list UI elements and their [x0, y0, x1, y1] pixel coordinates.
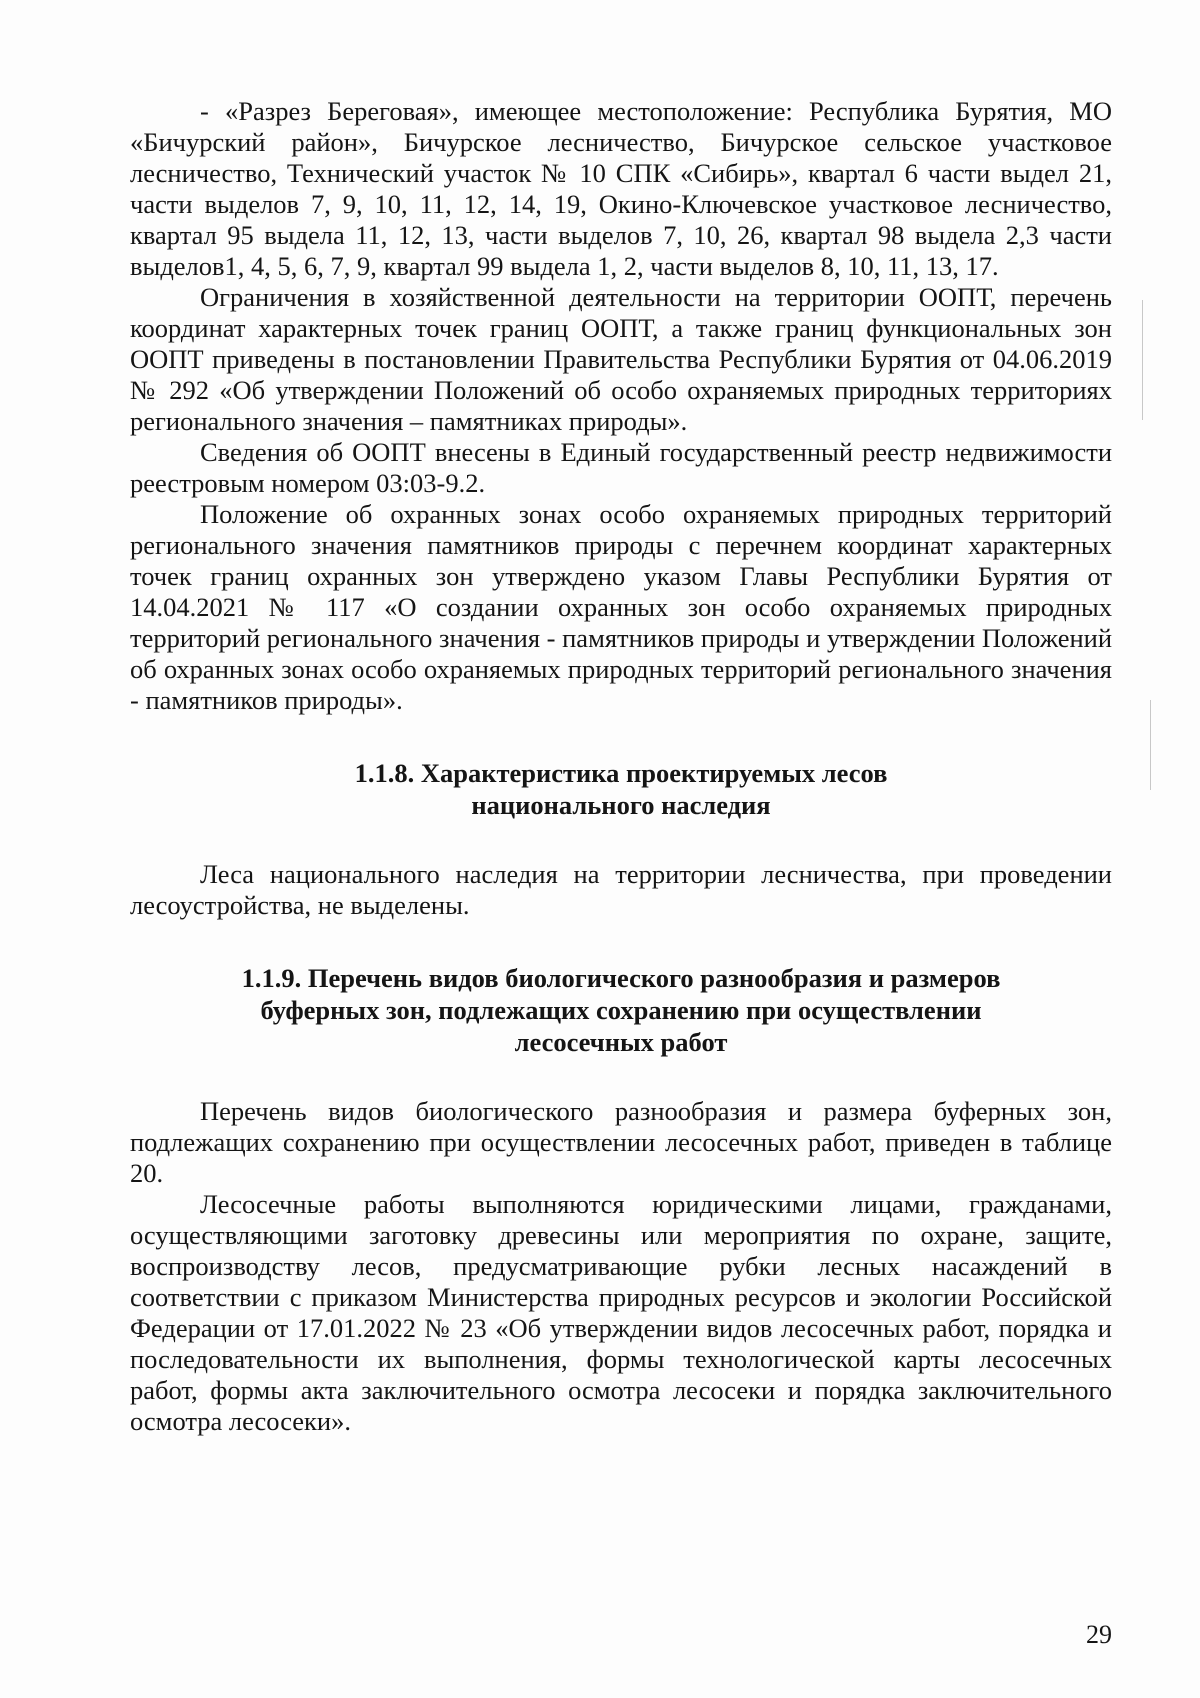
- spacer: [130, 921, 1112, 962]
- paragraph-biodiversity-list: Перечень видов биологического разнообразия и размера буферных зон, подлежащих сохранению при осуществлении лесосечных работ, приведен в таблице 20.: [130, 1096, 1112, 1188]
- page-content: [130, 96, 1112, 1437]
- section-heading-1-1-9: [130, 962, 1112, 1058]
- scan-artifact-line: [1150, 700, 1151, 790]
- spacer: [130, 1058, 1112, 1096]
- section-heading-line: национального наследия: [471, 790, 771, 820]
- paragraph-national-heritage-forests: Леса национального наследия на территории лесничества, при проведении лесоустройства, не выделены.: [130, 859, 1112, 920]
- scan-artifact-line: [1142, 300, 1143, 420]
- section-heading-line: лесосечных работ: [514, 1027, 728, 1057]
- paragraph-logging-works: Лесосечные работы выполняются юридическими лицами, гражданами, осуществляющими заготовку древесины или мероприятия по охране, защите, воспроизводству лесов, предусматривающие рубки лесных насаждений в соответствии с приказом Министерства природных ресурсов и экологии Российской Федерации от 17.01.2022 № 23 «Об утверждении видов лесосечных работ, порядка и последовательности их выполнения, формы технологической карты лесосечных работ, формы акта заключительного осмотра лесосеки и порядка заключительного осмотра лесосеки».: [130, 1189, 1112, 1436]
- section-heading-line: 1.1.8. Характеристика проектируемых лесов: [354, 758, 888, 788]
- spacer: [130, 821, 1112, 859]
- page-number: 29: [1086, 1620, 1112, 1649]
- paragraph-razrez-beregovaya: - «Разрез Береговая», имеющее местоположение: Республика Бурятия, МО «Бичурский район», Бичурское лесничество, Бичурское сельское участковое лесничество, Технический участок № 10 СПК «Сибирь», квартал 6 части выдел 21, части выделов 7, 9, 10, 11, 12, 14, 19, Окино-Ключевское участковое лесничество, квартал 95 выдела 11, 12, 13, части выделов 7, 10, 26, квартал 98 выдела 2,3 части выделов1, 4, 5, 6, 7, 9, квартал 99 выдела 1, 2, части выделов 8, 10, 11, 13, 17.: [130, 96, 1112, 281]
- section-heading-line: 1.1.9. Перечень видов биологического разнообразия и размеров: [241, 963, 1001, 993]
- section-heading-line: буферных зон, подлежащих сохранению при осуществлении: [260, 995, 982, 1025]
- section-heading-1-1-8: [130, 757, 1112, 821]
- spacer: [130, 716, 1112, 757]
- paragraph-registry: Сведения об ООПТ внесены в Единый государственный реестр недвижимости реестровым номером 03:03-9.2.: [130, 437, 1112, 498]
- paragraph-restrictions: Ограничения в хозяйственной деятельности на территории ООПТ, перечень координат характерных точек границ ООПТ, а также границ функциональных зон ООПТ приведены в постановлении Правительства Республики Бурятия от 04.06.2019 № 292 «Об утверждении Положений об особо охраняемых природных территориях регионального значения – памятниках природы».: [130, 282, 1112, 436]
- paragraph-protection-zones: Положение об охранных зонах особо охраняемых природных территорий регионального значения памятников природы с перечнем координат характерных точек границ охранных зон утверждено указом Главы Республики Бурятия от 14.04.2021 № 117 «О создании охранных зон особо охраняемых природных территорий регионального значения - памятников природы и утверждении Положений об охранных зонах особо охраняемых природных территорий регионального значения - памятников природы».: [130, 499, 1113, 715]
